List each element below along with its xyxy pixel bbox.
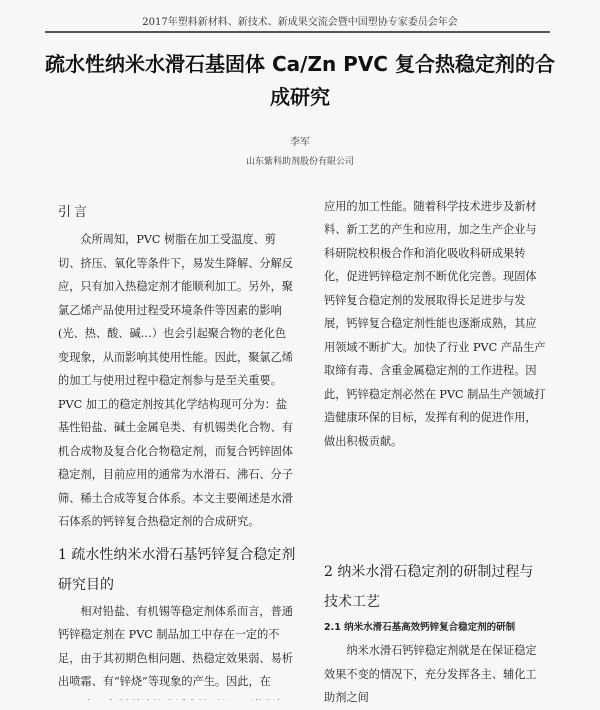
intro-heading: 引言 (58, 205, 91, 220)
section1-paragraph-continued-text: 应用的加工性能。随着科学技术进步及新材料、新工艺的产生和应用，加之生产企业与科研院校积极合作和消化吸收科研成果转化，促进钙锌稳定剂不断优化完善。现固体钙锌复合稳定剂的发展取得长足进步与发展，钙锌复合稳定剂性能也逐渐成熟，其应用领域不断扩大。加快了行业 PVC 产品生产取缔有毒、含重金属稳定剂的工作进程。因此，钙锌稳定剂必然在 PVC 制品生产领域打造健康环保的目标，发挥有利的促进作用，做出积极贡献。 (324, 199, 546, 448)
section2-1-heading: 2.1 纳米水滑石基高效钙锌复合稳定剂的研制 (324, 622, 516, 633)
paper-title: 疏水性纳米水滑石基固体 Ca/Zn PVC 复合热稳定剂的合成研究 (45, 52, 555, 109)
affiliation: 山东紫科助剂股份有限公司 (245, 157, 354, 167)
right-column (324, 196, 546, 710)
left-column (58, 198, 296, 700)
intro-paragraph: 众所周知，PVC 树脂在加工受温度、剪切、挤压、氧化等条件下，易发生降解、分解反应，只有加入热稳定剂才能顺利加工。另外，聚氯乙烯产品使用过程受环境条件等因素的影响(光、热、酸、碱…）也会引起聚合物的老化色变现象，从而影响其使用性能。因此，聚氯乙烯的加工与使用过程中稳定剂参与是至关重要。PVC 加工的稳定剂按其化学结构现可分为：盐基性铅盐、碱土金属皂类、有机锡类化合物、有机合成物及复合化合物稳定剂，而复合钙锌固体稳定剂，目前应用的通常为水滑石、沸石、分子筛、稀土合成等复合体系。本文主要阐述是水滑石体系的钙锌复合热稳定剂的合成研究。 (58, 233, 293, 528)
author: 李军 (290, 137, 310, 148)
section1-paragraph-continued (324, 196, 546, 549)
section1-paragraph: 相对铅盐、有机锡等稳定剂体系而言，普通钙锌稳定剂在 PVC 制品加工中存在一定的不足，由于其初期色相问题、热稳定效果弱、易析出喷霜、有“锌烧”等现象的产生。因此，在 (58, 604, 293, 688)
header-rule (45, 31, 550, 33)
section2-paragraph: 纳米水滑石钙锌稳定剂就是在保证稳定效果不变的情况下，充分发挥各主、辅化工助剂之间 (324, 644, 537, 704)
running-header: 2017年塑料新材料、新技术、新成果交流会暨中国塑协专家委员会年会 (142, 17, 458, 28)
section2-heading: 2 纳米水滑石稳定剂的研制过程与技术工艺 (324, 564, 534, 610)
section1-heading: 1 疏水性纳米水滑石基钙锌复合稳定剂研究目的 (58, 546, 296, 593)
